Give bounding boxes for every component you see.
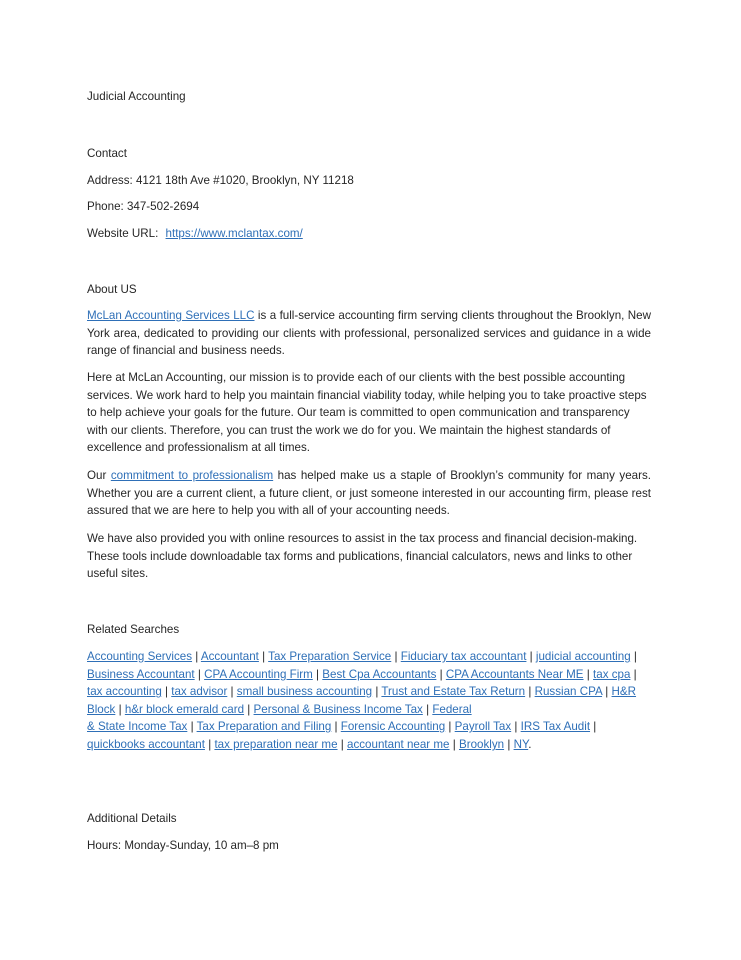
about-paragraph-2: Here at McLan Accounting, our mission is to provide each of our clients with the best possible accounting services. We work hard to help you maintain financial viability today, while helping you to take proactive steps to help achieve your goals for the future. Our team is committed to open communication and transparency with our clients. Therefore, you can trust the work we do for you. We maintain the highest standards of excellence and professionalism at all times. bbox=[87, 371, 647, 454]
link-separator: | bbox=[208, 737, 212, 751]
phone-line: Phone: 347-502-2694 bbox=[87, 200, 200, 213]
related-link[interactable]: small business accounting bbox=[236, 685, 373, 699]
related-link[interactable]: tax advisor bbox=[171, 685, 228, 699]
about-paragraph-1 bbox=[87, 307, 651, 360]
related-link[interactable]: NY bbox=[513, 737, 529, 751]
related-link[interactable]: Brooklyn bbox=[458, 737, 505, 751]
related-link[interactable]: H&R Block bbox=[87, 685, 637, 716]
related-link[interactable]: CPA Accounting Firm bbox=[204, 667, 313, 681]
website-line bbox=[87, 225, 651, 243]
link-separator: | bbox=[452, 737, 456, 751]
related-link[interactable]: judicial accounting bbox=[535, 650, 631, 663]
related-link[interactable]: IRS Tax Audit bbox=[520, 720, 591, 734]
address-line: Address: 4121 18th Ave #1020, Brooklyn, NY 11218 bbox=[87, 174, 354, 187]
related-link[interactable]: Tax Preparation and Filing bbox=[196, 720, 332, 734]
related-link[interactable]: Personal & Business Income Tax bbox=[253, 702, 423, 716]
related-link[interactable]: Federal bbox=[432, 702, 472, 716]
link-separator: | bbox=[528, 685, 532, 699]
link-separator: | bbox=[118, 702, 122, 716]
about-p1-text: is a full-service accounting firm serving clients throughout the Brooklyn, New York area, dedicated to providing our clients with professional, personalized services and guidance in a wide range of financial and business needs. bbox=[87, 309, 651, 357]
related-searches-list bbox=[87, 648, 639, 754]
link-separator: | bbox=[633, 667, 637, 681]
related-link[interactable]: Business Accountant bbox=[87, 667, 195, 681]
end-period: . bbox=[528, 737, 532, 751]
about-heading: About US bbox=[87, 283, 137, 296]
additional-heading: Additional Details bbox=[87, 812, 177, 825]
related-link[interactable]: Payroll Tax bbox=[454, 720, 512, 734]
link-separator: | bbox=[190, 720, 194, 734]
about-paragraph-4: We have also provided you with online resources to assist in the tax process and financial decision-making. These tools include downloadable tax forms and publications, financial calculators, news and links to other useful sites. bbox=[87, 532, 638, 580]
link-separator: | bbox=[262, 650, 266, 663]
about-p3-post: has helped make us a staple of Brooklyn’s community for many years. Whether you are a current client, a future client, or just someone interested in our accounting firm, please rest assured that we are here to help you with all of your accounting needs. bbox=[87, 469, 651, 517]
link-separator: | bbox=[394, 650, 398, 663]
link-separator: | bbox=[586, 667, 590, 681]
about-paragraph-3 bbox=[87, 467, 651, 520]
link-separator: | bbox=[197, 667, 201, 681]
page-title: Judicial Accounting bbox=[87, 90, 186, 103]
commitment-link[interactable]: commitment to professionalism bbox=[110, 469, 274, 482]
related-heading: Related Searches bbox=[87, 623, 180, 636]
link-separator: | bbox=[633, 650, 637, 663]
link-separator: | bbox=[426, 702, 430, 716]
link-separator: | bbox=[316, 667, 320, 681]
link-separator: | bbox=[448, 720, 452, 734]
link-separator: | bbox=[593, 720, 597, 734]
link-separator: | bbox=[230, 685, 234, 699]
link-separator: | bbox=[529, 650, 533, 663]
company-link[interactable]: McLan Accounting Services LLC bbox=[87, 309, 255, 322]
link-separator: | bbox=[375, 685, 379, 699]
link-separator: | bbox=[247, 702, 251, 716]
related-link[interactable]: h&r block emerald card bbox=[124, 702, 245, 716]
related-link[interactable]: tax accounting bbox=[87, 685, 162, 699]
related-link[interactable]: & State Income Tax bbox=[87, 720, 188, 734]
website-link[interactable]: https://www.mclantax.com/ bbox=[165, 227, 303, 240]
related-link[interactable]: accountant near me bbox=[347, 737, 450, 751]
related-link[interactable]: Accounting Services bbox=[87, 650, 193, 663]
related-link[interactable]: Trust and Estate Tax Return bbox=[381, 685, 526, 699]
related-link[interactable]: CPA Accountants Near ME bbox=[445, 667, 584, 681]
link-separator: | bbox=[439, 667, 443, 681]
hours-line: Hours: Monday-Sunday, 10 am–8 pm bbox=[87, 839, 279, 852]
link-separator: | bbox=[514, 720, 518, 734]
contact-heading: Contact bbox=[87, 147, 127, 160]
related-link[interactable]: Accountant bbox=[200, 650, 259, 663]
link-separator: | bbox=[334, 720, 338, 734]
related-link[interactable]: Forensic Accounting bbox=[340, 720, 446, 734]
related-link[interactable]: tax preparation near me bbox=[214, 737, 338, 751]
link-separator: | bbox=[605, 685, 609, 699]
related-link[interactable]: quickbooks accountant bbox=[87, 737, 205, 751]
about-p3-pre: Our bbox=[87, 469, 111, 482]
related-link[interactable]: tax cpa bbox=[593, 667, 631, 681]
website-label: Website URL: bbox=[87, 227, 159, 240]
link-separator: | bbox=[165, 685, 169, 699]
related-link[interactable]: Tax Preparation Service bbox=[268, 650, 392, 663]
link-separator: | bbox=[195, 650, 199, 663]
related-link[interactable]: Russian CPA bbox=[534, 685, 603, 699]
related-link[interactable]: Best Cpa Accountants bbox=[322, 667, 437, 681]
link-separator: | bbox=[507, 737, 511, 751]
related-link[interactable]: Fiduciary tax accountant bbox=[400, 650, 527, 663]
link-separator: | bbox=[340, 737, 344, 751]
